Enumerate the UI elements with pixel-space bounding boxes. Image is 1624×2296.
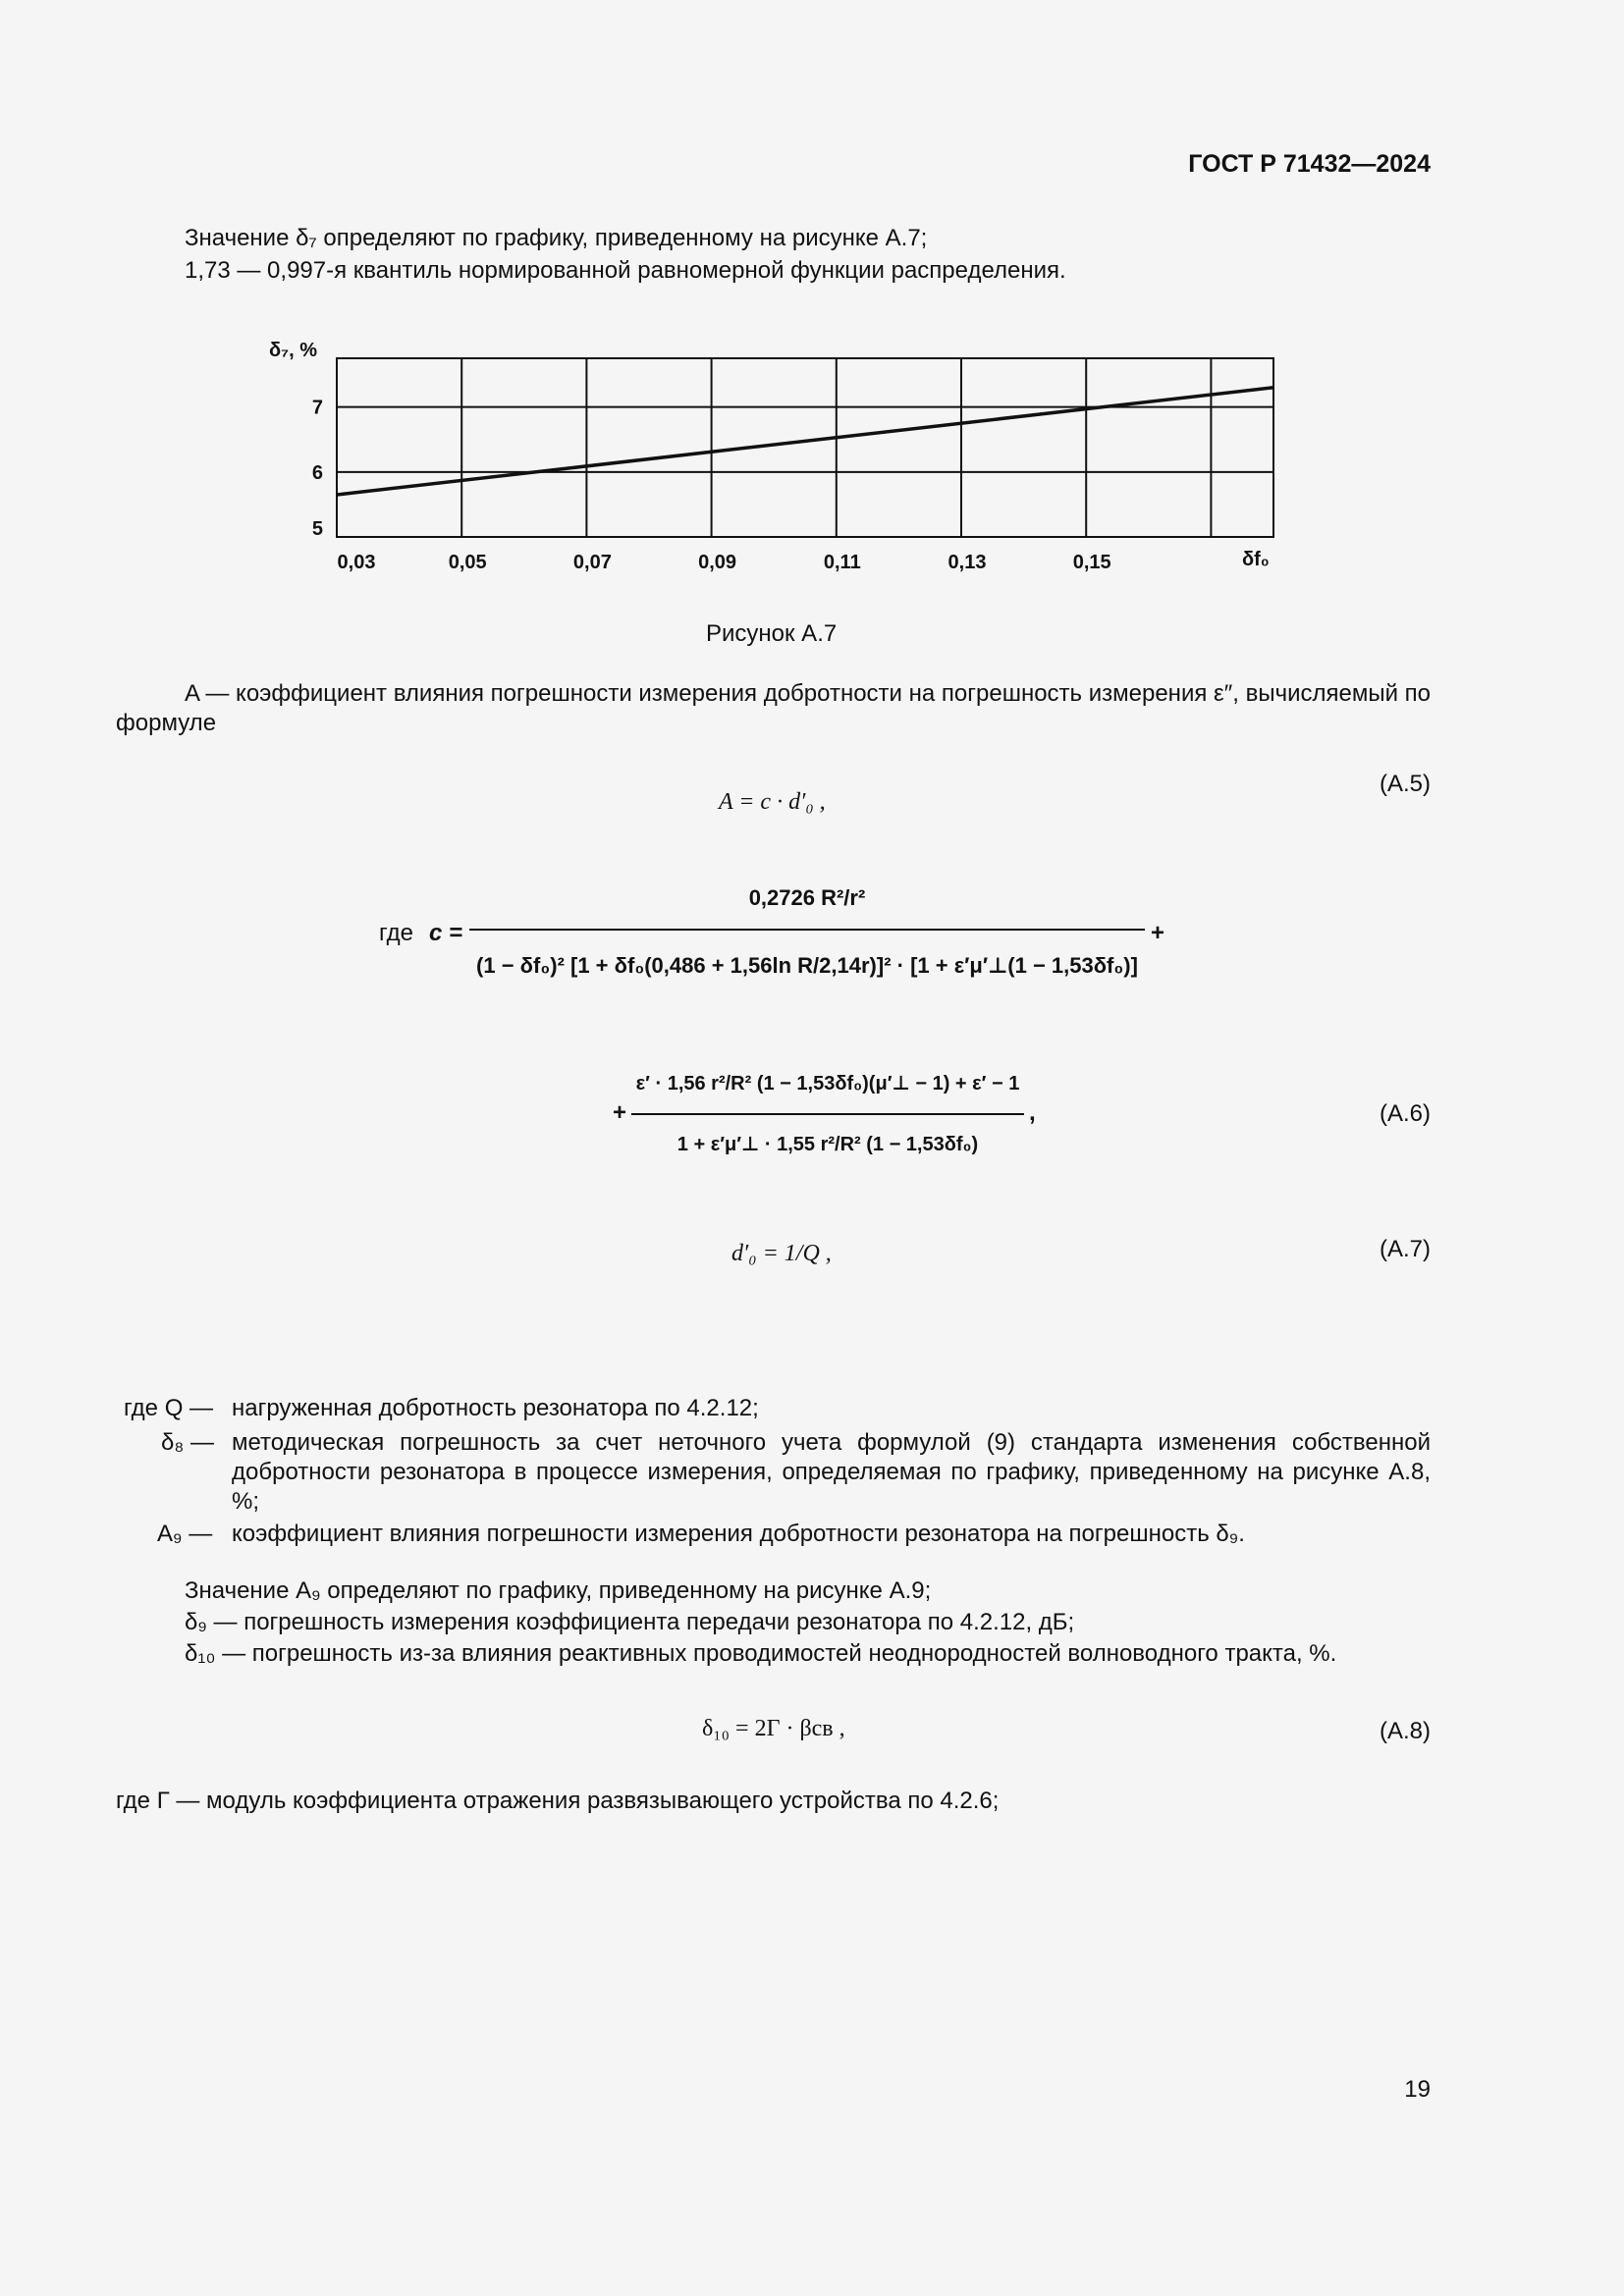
definition-d8-text: методическая погрешность за счет неточного учета формулой (9) стандарта изменения собственной добротности резонатора в процессе измерения, определяемая по графику, приведенному на рисунке А.8, %; bbox=[232, 1429, 1431, 1515]
chart-grid bbox=[337, 358, 1273, 537]
equation-a5-text: A = c · d′₀ , bbox=[719, 789, 826, 815]
equation-a6-plus-2: + bbox=[613, 1099, 627, 1126]
definition-a9-text: коэффициент влияния погрешности измерения добротности резонатора на погрешность δ₉. bbox=[232, 1521, 1245, 1547]
chart-x-label bbox=[1242, 549, 1270, 570]
equation-a8-text: δ₁₀ = 2Г · βсв , bbox=[702, 1716, 845, 1741]
equation-a7 bbox=[731, 1239, 832, 1268]
chart-y-tick-label: 6 bbox=[311, 461, 323, 484]
equation-a5 bbox=[719, 787, 826, 817]
equation-a5-number: (А.5) bbox=[1379, 771, 1431, 797]
figure-caption: Рисунок А.7 bbox=[706, 620, 838, 647]
chart-x-tick-label: 0,13 bbox=[947, 552, 987, 573]
para2-line-3: δ₁₀ — погрешность из-за влияния реактивных проводимостей неоднородностей волноводного тракта, %. bbox=[185, 1640, 1337, 1667]
equation-a6-number: (А.6) bbox=[1379, 1100, 1431, 1127]
para2-line-1: Значение A₉ определяют по графику, приведенному на рисунке А.9; bbox=[185, 1577, 932, 1604]
intro-line-2: 1,73 — 0,997-я квантиль нормированной равномерной функции распределения. bbox=[185, 257, 1066, 284]
chart-y-label bbox=[269, 340, 317, 361]
equation-a6-term2-numerator: ε′ · 1,56 r²/R² (1 − 1,53δf₀)(μ′⊥ − 1) + ε′ − 1 bbox=[635, 1073, 1020, 1095]
chart-x-ticks bbox=[338, 552, 1111, 573]
intro-line-1: Значение δ₇ определяют по графику, приведенному на рисунке А.7; bbox=[185, 225, 928, 251]
chart-frame bbox=[337, 358, 1273, 537]
final-definition: где Г — модуль коэффициента отражения развязывающего устройства по 4.2.6; bbox=[116, 1788, 1000, 1814]
chart-figure-a7 bbox=[0, 334, 1624, 618]
equation-a8 bbox=[702, 1714, 845, 1743]
para2-line-2: δ₉ — погрешность измерения коэффициента передачи резонатора по 4.2.12, дБ; bbox=[185, 1609, 1075, 1635]
equation-a6-term2 bbox=[631, 1046, 1024, 1182]
chart-series-line bbox=[337, 388, 1273, 495]
definition-q-text: нагруженная добротность резонатора по 4.2.12; bbox=[232, 1395, 759, 1421]
definition-a9-term: A₉ — bbox=[157, 1521, 213, 1547]
svg-text:δf₀: δf₀ bbox=[1242, 549, 1270, 570]
chart-x-tick-label: 0,05 bbox=[448, 552, 487, 573]
equation-a6-term1 bbox=[469, 864, 1145, 999]
chart-y-tick-label: 5 bbox=[311, 518, 323, 540]
svg-text:δ₇, %: δ₇, % bbox=[269, 340, 318, 361]
definition-q-term: где Q — bbox=[124, 1395, 214, 1421]
equation-a6-term2-denominator: 1 + ε′μ′⊥ · 1,55 r²/R² (1 − 1,53δf₀) bbox=[677, 1134, 979, 1155]
chart-x-tick-label: 0,15 bbox=[1072, 552, 1111, 573]
chart-x-tick-label: 0,07 bbox=[572, 552, 612, 573]
definition-d8-term: δ₈ — bbox=[161, 1429, 214, 1456]
chart-series-layer bbox=[337, 388, 1273, 495]
document-header: ГОСТ Р 71432—2024 bbox=[1188, 150, 1431, 178]
chart-x-tick-label: 0,09 bbox=[698, 552, 737, 573]
equation-a7-text: d′₀ = 1/Q , bbox=[731, 1241, 832, 1266]
equation-a6-plus-1: + bbox=[1151, 920, 1165, 946]
chart-x-tick-label: 0,11 bbox=[823, 552, 861, 573]
equation-a6-comma: , bbox=[1029, 1099, 1036, 1126]
equation-a6-term1-denominator: (1 − δf₀)² [1 + δf₀(0,486 + 1,56ln R/2,14r)]² · [1 + ε′μ′⊥(1 − 1,53δf₀)] bbox=[476, 953, 1138, 978]
equation-a6-term1-numerator: 0,2726 R²/r² bbox=[748, 885, 866, 910]
equation-a7-number: (А.7) bbox=[1379, 1236, 1431, 1262]
equation-a6-lhs: c = bbox=[429, 920, 463, 946]
chart-x-tick-label: 0,03 bbox=[337, 552, 376, 573]
page-number: 19 bbox=[1404, 2076, 1431, 2103]
equation-a8-number: (А.8) bbox=[1379, 1718, 1431, 1744]
chart-y-ticks bbox=[312, 398, 323, 540]
paragraph-coefficient-a: A — коэффициент влияния погрешности измерения добротности на погрешность измерения ε″, вычисляемый по формуле bbox=[116, 680, 1431, 736]
chart-y-tick-label: 7 bbox=[311, 397, 323, 419]
equation-a6-lead: где bbox=[379, 920, 414, 946]
